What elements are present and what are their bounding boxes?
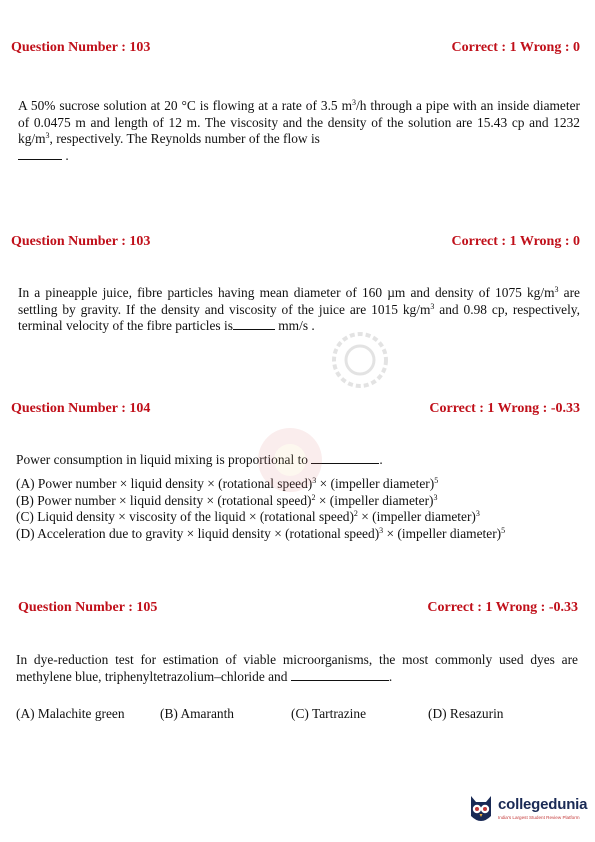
question-number: Question Number : 103	[11, 40, 151, 55]
options-104	[16, 476, 578, 542]
option-a: (A) Power number × liquid density × (rotational speed)$^3$ × (impeller diameter)$^5$	[16, 476, 439, 491]
option-b: (B) Power number × liquid density × (rotational speed)$^2$ × (impeller diameter)$^3$	[16, 492, 438, 508]
question-text-103b: In a pineapple juice, fibre particles having mean diameter of 160 µm and density of 1075 $kg/m^3$ are settling by gravity. If the density and viscosity of the juice are 1015 $kg/m^3$ and 0.98 cp, respectively, terminal velocity of the fibre particles is mm/s .	[18, 285, 580, 333]
question-score: Correct : 1 Wrong : -0.33	[429, 401, 580, 416]
watermark-emblem-icon	[330, 330, 390, 390]
question-header-103b	[11, 234, 580, 250]
collegedunia-logo	[468, 790, 588, 830]
option-c: (C) Tartrazine	[291, 706, 367, 721]
question-text-103a: A 50% sucrose solution at 20 °C is flowing at a rate of 3.5 $m^3/h$ through a pipe with an inside diameter of 0.0475 m and length of 12 m. The viscosity and the density of the solution are 15.43 cp and 1232 $kg/m^3$, respectively. The Reynolds number of the flow is .	[18, 98, 580, 163]
question-text-105: In dye-reduction test for estimation of viable microorganisms, the most commonly used dyes are methylene blue, triphenyltetrazolium–chloride and .	[16, 652, 578, 684]
question-number: Question Number : 105	[18, 600, 158, 615]
option-a: (A) Malachite green	[16, 706, 125, 721]
option-b: (B) Amaranth	[160, 706, 235, 721]
answer-blank	[311, 452, 379, 464]
owl-logo-icon	[468, 792, 494, 826]
question-number: Question Number : 104	[11, 401, 151, 416]
option-d: (D) Resazurin	[428, 706, 504, 721]
question-score: Correct : 1 Wrong : 0	[451, 40, 580, 55]
logo-tagline: India's Largest Student Review Platform	[498, 815, 580, 820]
answer-blank	[233, 318, 275, 330]
logo-wordmark: collegedunia	[498, 796, 588, 813]
question-text-104: Power consumption in liquid mixing is proportional to .	[16, 452, 383, 467]
question-score: Correct : 1 Wrong : -0.33	[427, 600, 578, 615]
option-c: (C) Liquid density × viscosity of the liquid × (rotational speed)$^2$ × (impeller diameter)$^3$	[16, 509, 480, 524]
question-header-105	[18, 600, 578, 616]
question-header-104	[11, 401, 580, 417]
question-score: Correct : 1 Wrong : 0	[451, 234, 580, 249]
option-d: (D) Acceleration due to gravity × liquid density × (rotational speed)$^3$ × (impeller diameter)$^5$	[16, 525, 506, 541]
question-header-103a	[11, 40, 580, 56]
answer-blank	[18, 148, 62, 160]
answer-blank	[291, 669, 389, 681]
question-number: Question Number : 103	[11, 234, 151, 249]
